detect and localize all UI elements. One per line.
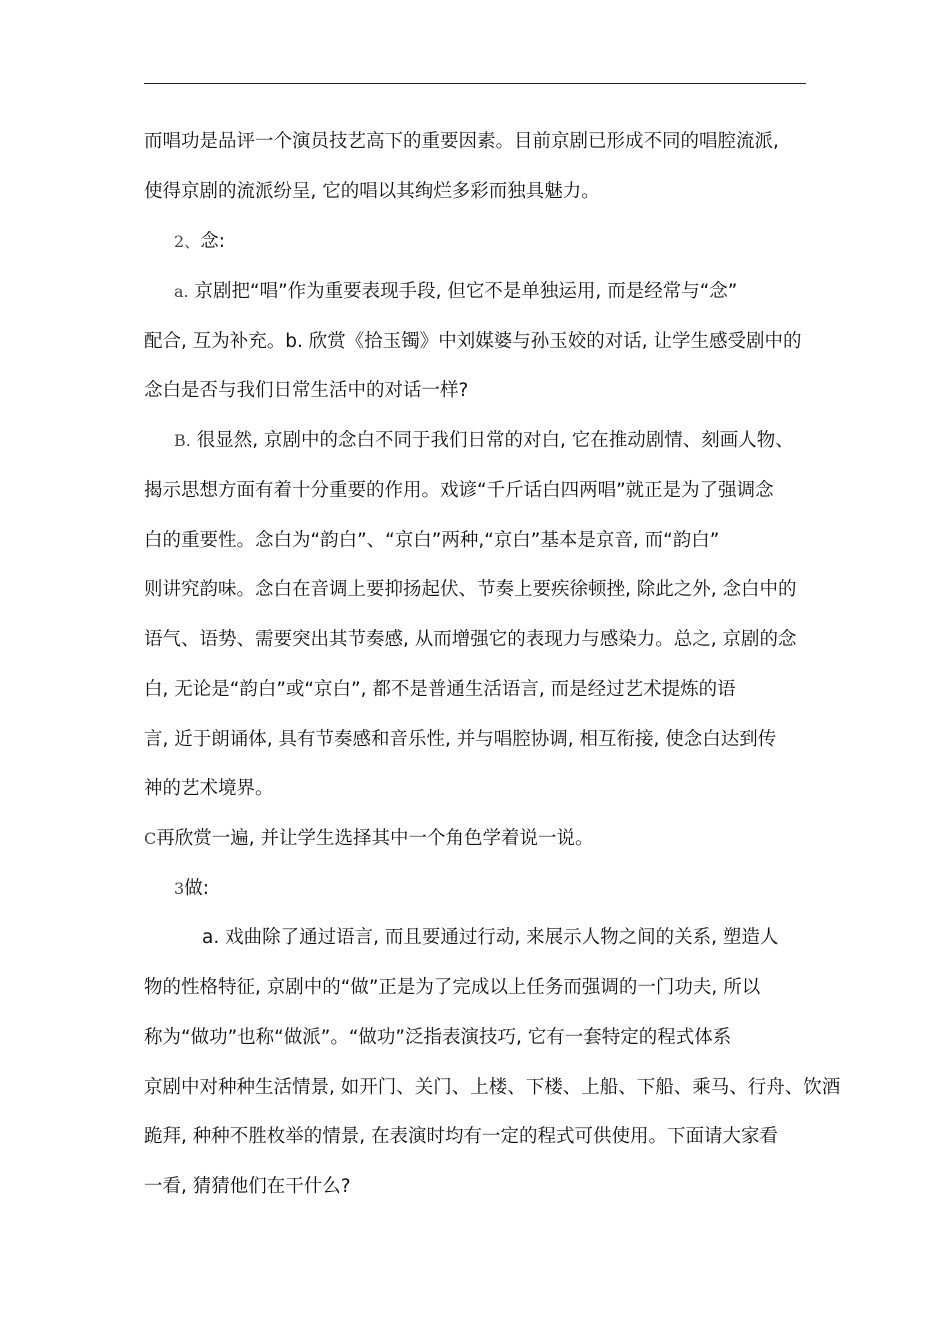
section-number: 2、 (174, 232, 201, 251)
item-marker: a. (174, 282, 189, 301)
paragraph-line: 白的重要性。念白为“韵白”、“京白”两种,“京白”基本是京音, 而“韵白” (144, 530, 720, 551)
paragraph-line: a. 京剧把“唱”作为重要表现手段, 但它不是单独运用, 而是经常与“念” (174, 281, 738, 302)
paragraph-line: 使得京剧的流派纷呈, 它的唱以其绚烂多彩而独具魅力。 (144, 181, 600, 202)
item-marker: B. (174, 431, 191, 450)
paragraph-line: 物的性格特征, 京剧中的“做”正是为了完成以上任务而强调的一门功夫, 所以 (144, 977, 761, 998)
paragraph-line: 则讲究韵味。念白在音调上要抑扬起伏、节奏上要疾徐顿挫, 除此之外, 念白中的 (144, 579, 797, 600)
section-heading-zuo: 3做: (174, 878, 209, 899)
paragraph-line: 揭示思想方面有着十分重要的作用。戏谚“千斤话白四两唱”就正是为了强调念 (144, 480, 774, 501)
header-rule (144, 83, 806, 84)
paragraph-line: 称为“做功”也称“做派”。“做功”泛指表演技巧, 它有一套特定的程式体系 (144, 1027, 732, 1048)
paragraph-line: 念白是否与我们日常生活中的对话一样? (144, 380, 469, 401)
section-heading-nian: 2、念: (174, 231, 225, 252)
paragraph-line: C再欣赏一遍, 并让学生选择其中一个角色学着说一说。 (144, 828, 594, 849)
paragraph-line: 跪拜, 种种不胜枚举的情景, 在表演时均有一定的程式可供使用。下面请大家看 (144, 1126, 779, 1147)
paragraph-line: 而唱功是品评一个演员技艺高下的重要因素。目前京剧已形成不同的唱腔流派, (144, 131, 779, 152)
paragraph-line: a. 戏曲除了通过语言, 而且要通过行动, 来展示人物之间的关系, 塑造人 (202, 927, 779, 948)
paragraph-line: B. 很显然, 京剧中的念白不同于我们日常的对白, 它在推动剧情、刻画人物、 (174, 430, 794, 451)
paragraph-line: 京剧中对种种生活情景, 如开门、关门、上楼、下楼、上船、下船、乘马、行舟、饮酒 (144, 1077, 841, 1098)
paragraph-line: 言, 近于朗诵体, 具有节奏感和音乐性, 并与唱腔协调, 相互衔接, 使念白达到传 (144, 729, 777, 750)
section-number: 3 (174, 879, 185, 898)
paragraph-line: 一看, 猜猜他们在干什么? (144, 1176, 351, 1197)
item-marker: C (144, 829, 157, 848)
paragraph-line: 配合, 互为补充。b. 欣赏《拾玉镯》中刘媒婆与孙玉姣的对话, 让学生感受剧中的 (144, 331, 802, 352)
paragraph-line: 白, 无论是“韵白”或“京白”, 都不是普通生活语言, 而是经过艺术提炼的语 (144, 679, 736, 700)
paragraph-line: 语气、语势、需要突出其节奏感, 从而增强它的表现力与感染力。总之, 京剧的念 (144, 629, 797, 650)
paragraph-line: 神的艺术境界。 (144, 778, 274, 799)
